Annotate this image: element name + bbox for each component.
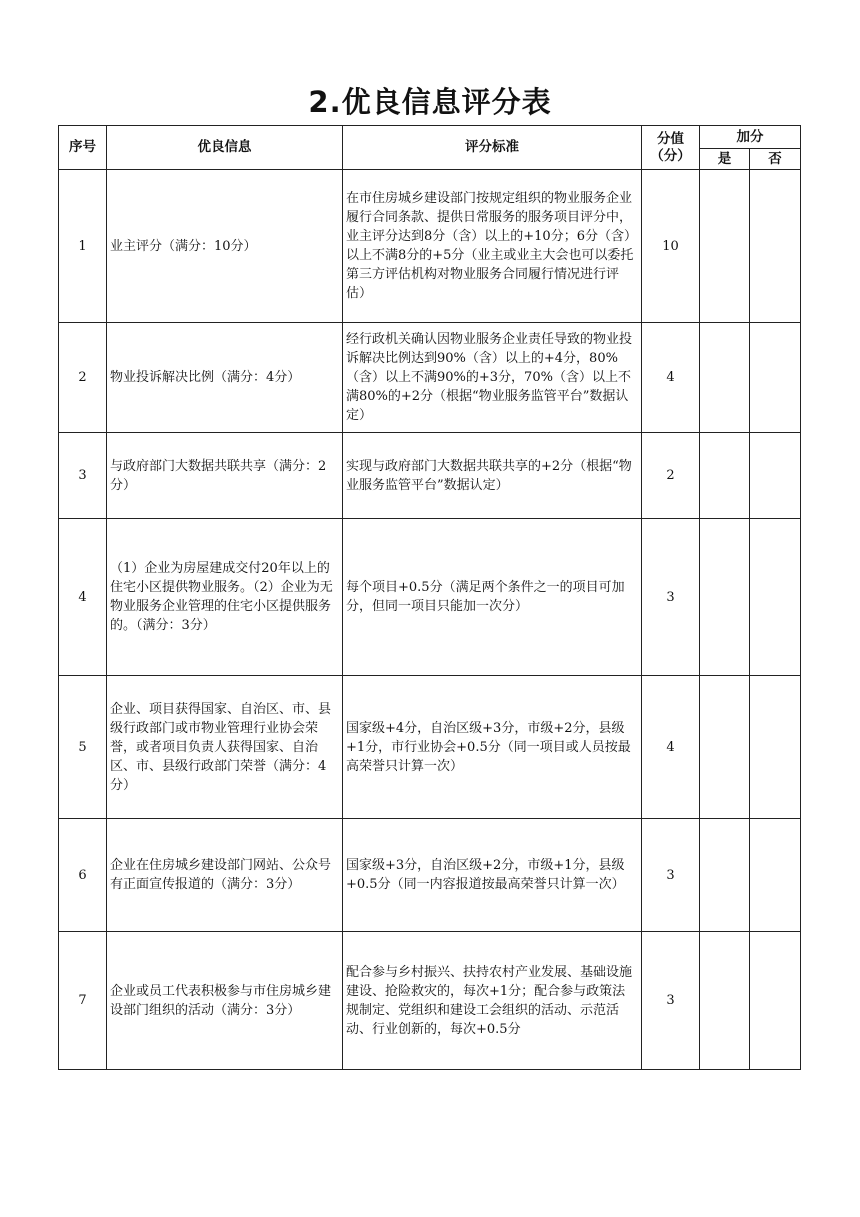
row-yes-cell[interactable] [700, 676, 750, 819]
row-info: 企业在住房城乡建设部门网站、公众号有正面宣传报道的（满分：3分） [107, 819, 343, 932]
row-yes-cell[interactable] [700, 433, 750, 519]
row-no-cell[interactable] [750, 819, 801, 932]
row-info: 企业或员工代表积极参与市住房城乡建设部门组织的活动（满分：3分） [107, 932, 343, 1070]
table-row [59, 819, 801, 932]
row-criteria: 实现与政府部门大数据共联共享的+2分（根据“物业服务监管平台”数据认定） [343, 433, 642, 519]
row-seq: 2 [59, 323, 107, 433]
header-no: 否 [750, 149, 801, 170]
header-bonus: 加分 [700, 126, 801, 149]
row-no-cell[interactable] [750, 519, 801, 676]
row-yes-cell[interactable] [700, 323, 750, 433]
header-criteria: 评分标准 [343, 126, 642, 170]
row-seq: 3 [59, 433, 107, 519]
page-title: 2.优良信息评分表 [308, 85, 552, 119]
row-criteria: 国家级+4分，自治区级+3分，市级+2分，县级+1分，市行业协会+0.5分（同一项目或人员按最高荣誉只计算一次） [343, 676, 642, 819]
row-no-cell[interactable] [750, 433, 801, 519]
row-no-cell[interactable] [750, 932, 801, 1070]
row-score: 3 [642, 932, 700, 1070]
header-info: 优良信息 [107, 126, 343, 170]
row-criteria: 配合参与乡村振兴、扶持农村产业发展、基础设施建设、抢险救灾的，每次+1分；配合参与政策法规制定、党组织和建设工会组织的活动、示范活动、行业创新的，每次+0.5分 [343, 932, 642, 1070]
row-seq: 7 [59, 932, 107, 1070]
row-score: 2 [642, 433, 700, 519]
row-score: 4 [642, 676, 700, 819]
row-yes-cell[interactable] [700, 170, 750, 323]
row-info: （1）企业为房屋建成交付20年以上的住宅小区提供物业服务。（2）企业为无物业服务企业管理的住宅小区提供服务的。（满分：3分） [107, 519, 343, 676]
row-info: 与政府部门大数据共联共享（满分：2分） [107, 433, 343, 519]
row-criteria: 每个项目+0.5分（满足两个条件之一的项目可加分，但同一项目只能加一次分） [343, 519, 642, 676]
row-yes-cell[interactable] [700, 819, 750, 932]
row-seq: 4 [59, 519, 107, 676]
row-score: 10 [642, 170, 700, 323]
row-no-cell[interactable] [750, 170, 801, 323]
row-yes-cell[interactable] [700, 519, 750, 676]
table-row [59, 170, 801, 323]
row-score: 3 [642, 519, 700, 676]
header-yes: 是 [700, 149, 750, 170]
row-criteria: 经行政机关确认因物业服务企业责任导致的物业投诉解决比例达到90%（含）以上的+4分，80%（含）以上不满90%的+3分，70%（含）以上不满80%的+2分（根据“物业服务监管平台”数据认定） [343, 323, 642, 433]
row-seq: 6 [59, 819, 107, 932]
table-row [59, 676, 801, 819]
row-seq: 5 [59, 676, 107, 819]
row-info: 物业投诉解决比例（满分：4分） [107, 323, 343, 433]
table-row [59, 932, 801, 1070]
row-criteria: 国家级+3分，自治区级+2分，市级+1分，县级+0.5分（同一内容报道按最高荣誉只计算一次） [343, 819, 642, 932]
row-score: 4 [642, 323, 700, 433]
row-info: 业主评分（满分：10分） [107, 170, 343, 323]
table-row [59, 519, 801, 676]
header-seq: 序号 [59, 126, 107, 170]
row-info: 企业、项目获得国家、自治区、市、县级行政部门或市物业管理行业协会荣誉，或者项目负责人获得国家、自治区、市、县级行政部门荣誉（满分：4分） [107, 676, 343, 819]
row-seq: 1 [59, 170, 107, 323]
table-row [59, 433, 801, 519]
header-score: 分值（分） [642, 126, 700, 170]
row-yes-cell[interactable] [700, 932, 750, 1070]
row-no-cell[interactable] [750, 676, 801, 819]
row-no-cell[interactable] [750, 323, 801, 433]
row-criteria: 在市住房城乡建设部门按规定组织的物业服务企业履行合同条款、提供日常服务的服务项目评分中，业主评分达到8分（含）以上的+10分；6分（含）以上不满8分的+5分（业主或业主大会也可以委托第三方评估机构对物业服务合同履行情况进行评估） [343, 170, 642, 323]
table-row [59, 323, 801, 433]
row-score: 3 [642, 819, 700, 932]
scoring-table [58, 125, 801, 1070]
